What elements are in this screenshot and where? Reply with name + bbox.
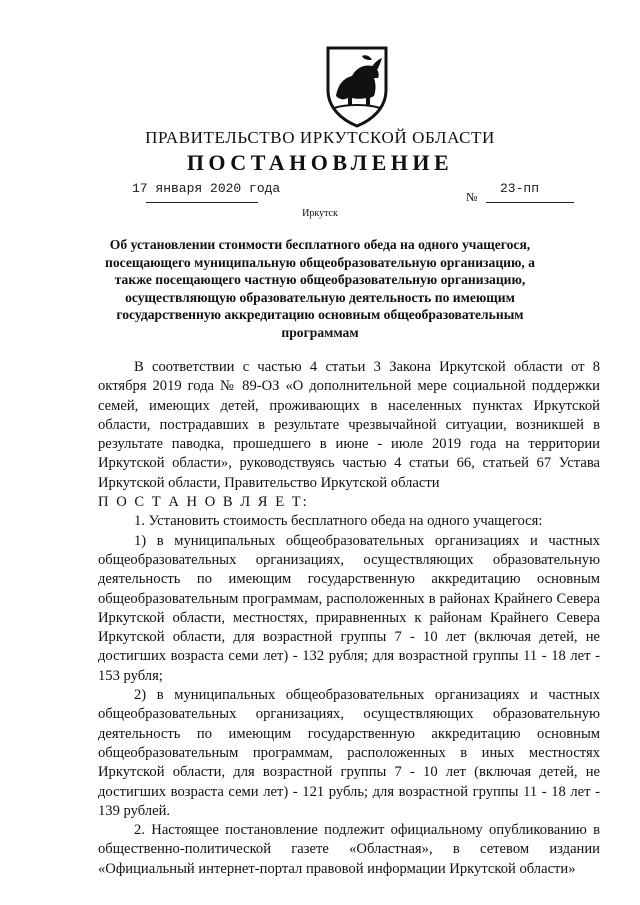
resolves-heading: П О С Т А Н О В Л Я Е Т: — [98, 494, 309, 511]
item-1-1-paragraph: 1) в муниципальных общеобразовательных организациях и частных общеобразовательных организациях, осуществляющих образовательную деятельность по имеющим государственную аккредитацию основным общеобразовательным программам, расположенных в районах Крайнего Севера Иркутской области, местностях, приравненных к районам Крайнего Севера Иркутской области, для возрастной группы 7 - 10 лет (включая детей, не достигших возраста семи лет) - 132 рубля; для возрастной группы 11 - 18 лет - 153 рубля; — [98, 532, 600, 684]
document-subject: Об установлении стоимости бесплатного обеда на одного учащегося, посещающего муниципальную общеобразовательную организацию, а также посещающего частную общеобразовательную организацию, осуществляющую образовательную деятельность по имеющим государственную аккредитацию основным общеобразовательным программам — [105, 237, 535, 340]
irkutsk-coat-of-arms-icon — [322, 44, 392, 130]
document-date: 17 января 2020 года — [132, 181, 281, 196]
number-sign: № — [466, 190, 478, 204]
item-2-paragraph: 2. Настоящее постановление подлежит официальному опубликованию в общественно-политической газете «Областная», в сетевом издании «Официальный интернет-портал правовой информации Иркутской области» — [98, 822, 600, 877]
document-body — [98, 358, 600, 879]
government-name: ПРАВИТЕЛЬСТВО ИРКУТСКОЙ ОБЛАСТИ — [145, 128, 495, 147]
date-underline — [146, 202, 258, 203]
document-number: 23-пп — [500, 181, 540, 196]
number-underline — [486, 202, 574, 203]
item-1-2-paragraph: 2) в муниципальных общеобразовательных организациях и частных общеобразовательных организациях, осуществляющих образовательную деятельность по имеющим государственную аккредитацию основным общеобразовательным программам, расположенных в иных местностях Иркутской области, для возрастной группы 7 - 10 лет (включая детей, не достигших возраста семи лет) - 121 рубль; для возрастной группы 11 - 18 лет - 139 рублей. — [98, 687, 600, 819]
document-city: Иркутск — [302, 208, 338, 219]
preamble-paragraph: В соответствии с частью 4 статьи 3 Закона Иркутской области от 8 октября 2019 года № 89-ОЗ «О дополнительной мере социальной поддержки семей, имеющих детей, проживающих в населенных пунктах Иркутской области, пострадавших в результате чрезвычайной ситуации, возникшей в результате паводка, прошедшего в июне - июле 2019 года на территории Иркутской области», руководствуясь частью 4 статьи 66, статьей 67 Устава Иркутской области, Правительство Иркутской области — [98, 359, 600, 491]
document-type: ПОСТАНОВЛЕНИЕ — [186, 150, 454, 175]
item-1-paragraph: 1. Установить стоимость бесплатного обеда на одного учащегося: — [134, 513, 543, 530]
